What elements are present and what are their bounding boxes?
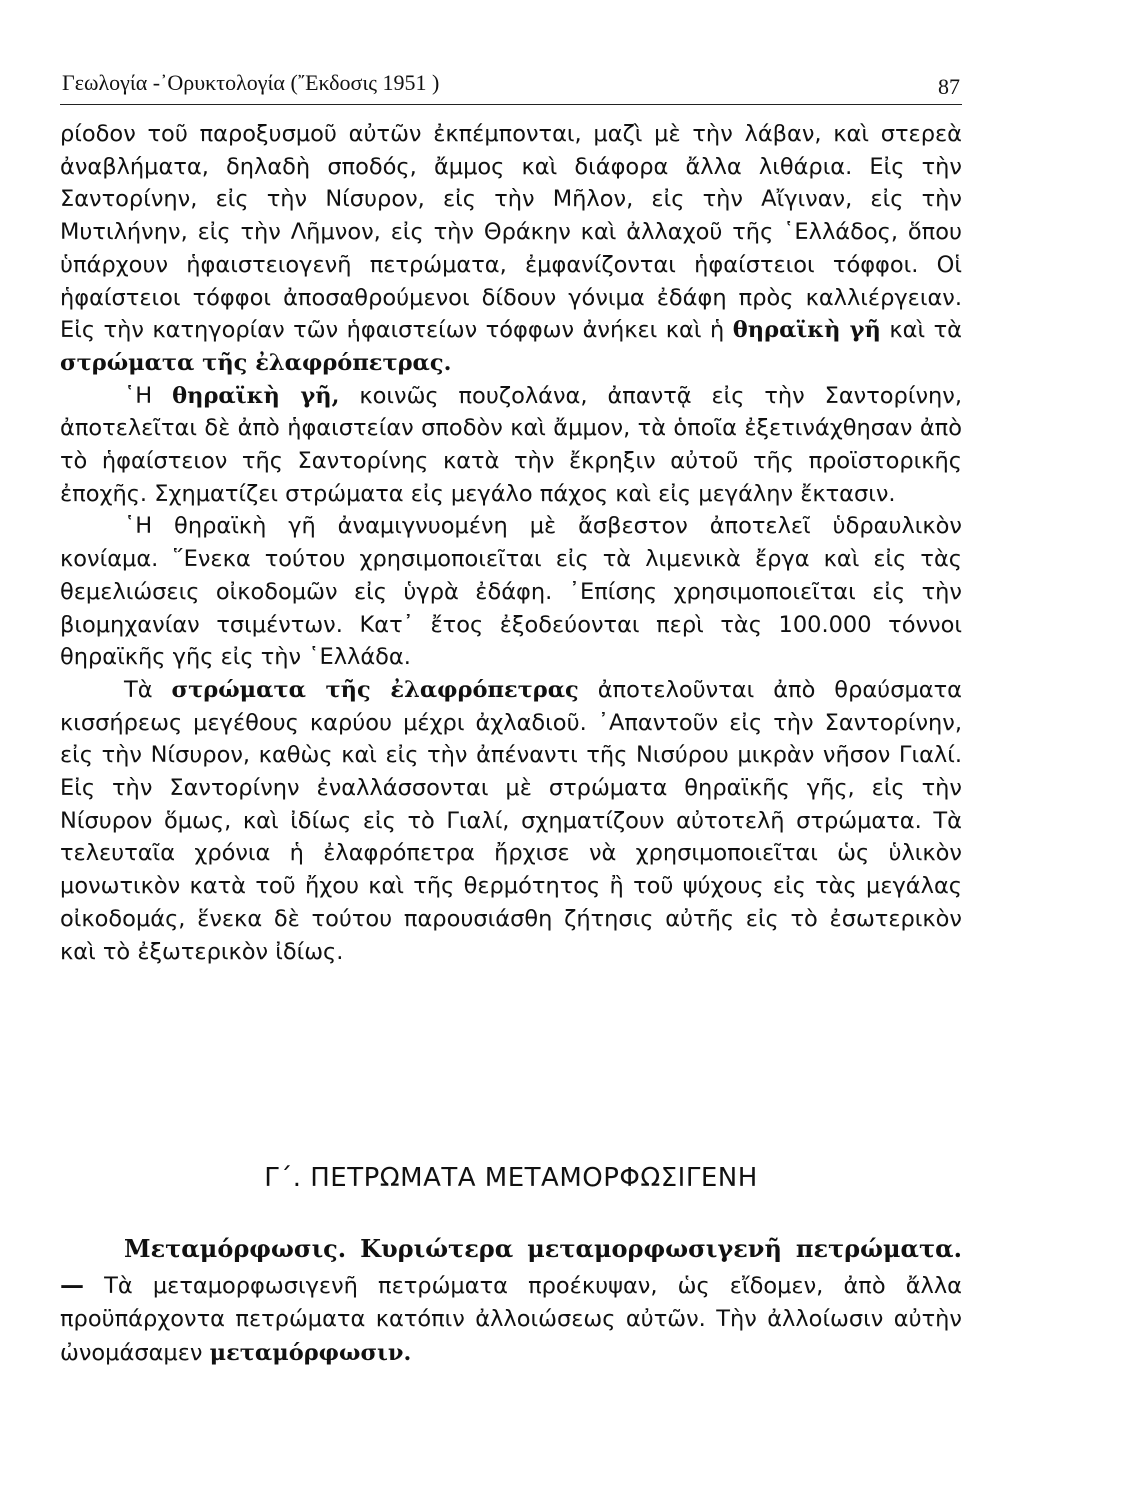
page-number: 87 [938,74,960,99]
paragraph-3: ῾Η θηραϊκὴ γῆ ἀναμιγνυομένη μὲ ἄσβεστον ἀποτελεῖ ὑδραυλικὸν κονίαμα. ῞Ενεκα τούτου χρησιμοποιεῖται εἰς τὰ λιμενικὰ ἔργα καὶ εἰς τὰς θεμελιώσεις οἰκοδομῶν εἰς ὑγρὰ ἐδάφη. ᾿Επίσης χρησιμοποιεῖται εἰς τὴν βιομηχανίαν τσιμέντων. Κατ᾿ ἔτος ἐξοδεύονται περὶ τὰς 100.000 τόννοι θηραϊκῆς γῆς εἰς τὴν ῾Ελλάδα. [60,513,962,671]
paragraph-2 [60,380,962,511]
term-thera-earth: θηραϊκὴ γῆ [732,317,881,344]
term-pumice-layers-2: στρώματα τῆς ἐλαφρόπετρας [171,676,579,703]
paragraph-2-lead: ῾Η [124,382,153,409]
metamorphism-text [60,1232,962,1370]
paragraph-2-text: κοινῶς πουζολάνα, ἀπαντᾷ εἰς τὴν Σαντορίνην, ἀποτελεῖται δὲ ἀπὸ ἡφαιστείαν σποδὸν καὶ ἄμμον, τὰ ὁποῖα ἐξετινάχθησαν ἀπὸ τὸ ἡφαίστειον τῆς Σαντορίνης κατὰ τὴν ἔκρηξιν αὐτοῦ τῆς προϊστορικῆς ἐποχῆς. Σχηματίζει στρώματα εἰς μεγάλο πάχος καὶ εἰς μεγάλην ἔκτασιν. [60,382,963,507]
subsection-title: Μεταμόρφωσις. Κυριώτερα μεταμορφωσιγενῆ πετρώματα.— [60,1234,962,1299]
body-text [60,118,962,968]
running-title: Γεωλογία -᾿Ορυκτολογία (῎Εκδοσις 1951 ) [62,70,440,95]
paragraph-1 [60,118,962,380]
paragraph-4 [60,674,962,968]
paragraph-5-text: Τὰ μεταμορφωσιγενῆ πετρώματα προέκυψαν, ὡς εἴδομεν, ἀπὸ ἄλλα προϋπάρχοντα πετρώματα κατόπιν ἀλλοιώσεως αὐτῶν. Τὴν ἀλλοίωσιν αὐτὴν ὠνομάσαμεν [60,1272,963,1366]
book-page [60,0,962,1500]
paragraph-5 [60,1232,962,1370]
term-metamorphosis: μεταμόρφωσιν. [209,1339,412,1366]
paragraph-4-text: ἀποτελοῦνται ἀπὸ θραύσματα κισσήρεως μεγέθους καρύου μέχρι ἀχλαδιοῦ. ᾿Απαντοῦν εἰς τὴν Σαντορίνην, εἰς τὴν Νίσυρον, καθὼς καὶ εἰς τὴν ἀπέναντι τῆς Νισύρου μικρὰν νῆσον Γιαλί. Εἰς τὴν Σαντορίνην ἐναλλάσσονται μὲ στρώματα θηραϊκῆς γῆς, εἰς τὴν Νίσυρον ὅμως, καὶ ἰδίως εἰς τὸ Γιαλί, σχηματίζουν αὐτοτελῆ στρώματα. Τὰ τελευταῖα χρόνια ἡ ἐλαφρόπετρα ἤρχισε νὰ χρησιμοποιεῖται ὡς ὑλικὸν μονωτικὸν κατὰ τοῦ ἤχου καὶ τῆς θερμότητος ἢ τοῦ ψύχους εἰς τὰς μεγάλας οἰκοδομάς, ἕνεκα δὲ τούτου παρουσιάσθη ζήτησις αὐτῆς εἰς τὸ ἐσωτερικὸν καὶ τὸ ἐξωτερικὸν ἰδίως. [60,676,962,965]
section-heading: Γ΄. ΠΕΤΡΩΜΑΤΑ ΜΕΤΑΜΟΡΦΩΣΙΓΕΝΗ [264,1163,758,1193]
term-thera-earth-2: θηραϊκὴ γῆ, [172,382,340,409]
term-pumice-layers: στρώματα τῆς ἐλαφρόπετρας. [60,349,452,376]
paragraph-1-text: ρίοδον τοῦ παροξυσμοῦ αὐτῶν ἐκπέμπονται, μαζὶ μὲ τὴν λάβαν, καὶ στερεὰ ἀναβλήματα, δηλαδὴ σποδός, ἄμμος καὶ διάφορα ἄλλα λιθάρια. Εἰς τὴν Σαντορίνην, εἰς τὴν Νίσυρον, εἰς τὴν Μῆλον, εἰς τὴν Αἴγιναν, εἰς τὴν Μυτιλήνην, εἰς τὴν Λῆμνον, εἰς τὴν Θράκην καὶ ἀλλαχοῦ τῆς ῾Ελλάδος, ὅπου ὑπάρχουν ἡφαιστειογενῆ πετρώματα, ἐμφανίζονται ἡφαίστειοι τόφφοι. Οἱ ἡφαίστειοι τόφφοι ἀποσαθρούμενοι δίδουν γόνιμα ἐδάφη πρὸς καλλιέργειαν. Εἰς τὴν κατηγορίαν τῶν ἡφαιστείων τόφφων ἀνήκει καὶ ἡ [60,121,962,344]
running-head [60,64,962,105]
paragraph-4-lead: Τὰ [124,676,153,703]
paragraph-1-connector: καὶ τὰ [889,317,962,344]
